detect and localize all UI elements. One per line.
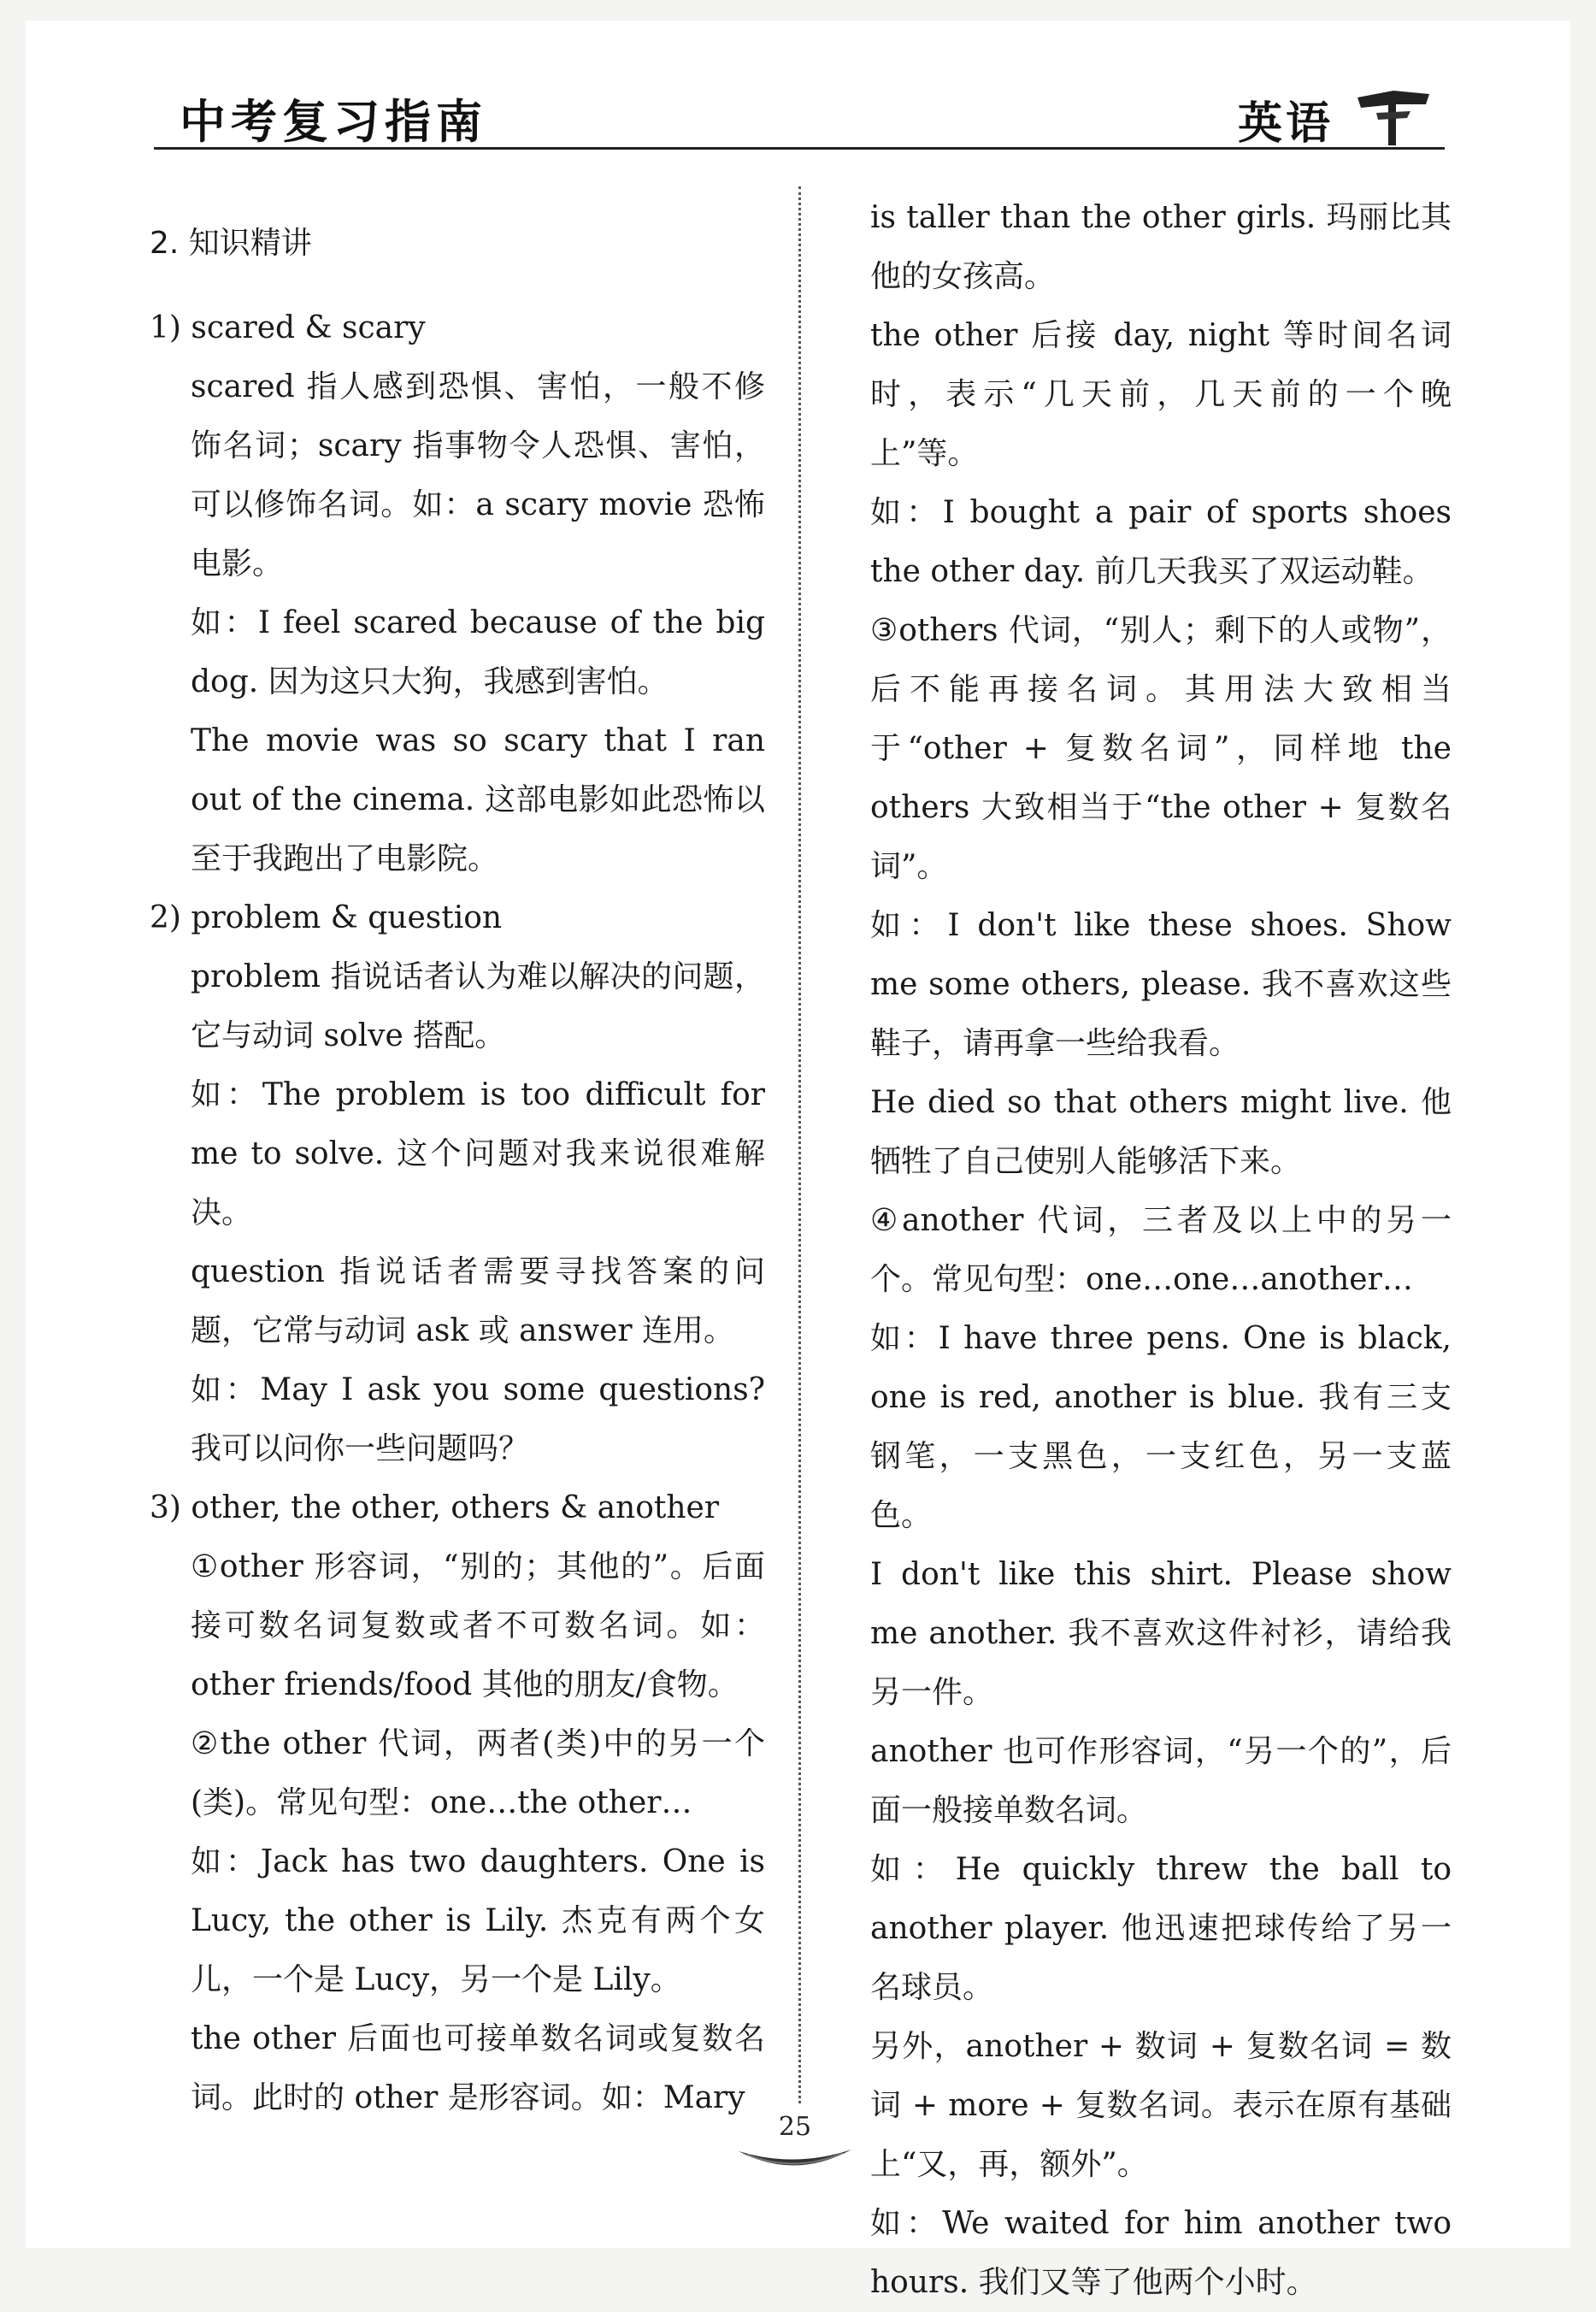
paragraph: ④another 代词，三者及以上中的另一个。常见句型：one…one…another…	[870, 1203, 1452, 1297]
subject-label: 英语	[1237, 98, 1334, 150]
paragraph: the other 后接 day, night 等时间名词时，表示“几天前，几天前的一个晚上”等。	[870, 318, 1452, 471]
header-rule	[154, 147, 1445, 150]
right-column	[870, 188, 1452, 2312]
paragraph: 另外，another + 数词 + 复数名词 = 数词 + more + 复数名词。表示在原有基础上“又，再，额外”。	[870, 2029, 1452, 2182]
page-header	[154, 86, 1445, 154]
paragraph: is taller than the other girls. 玛丽比其他的女孩高。	[870, 200, 1452, 294]
book-title: 中考复习指南	[180, 95, 487, 149]
paragraph: problem 指说话者认为难以解决的问题，它与动词 solve 搭配。	[191, 959, 765, 1053]
left-column	[150, 188, 765, 2127]
paragraph: scared 指人感到恐惧、害怕，一般不修饰名词；scary 指事物令人恐惧、害怕，可以修饰名词。如：a scary movie 恐怖电影。	[191, 369, 765, 581]
item-title-problem-question: 2) problem & question	[150, 900, 503, 935]
column-divider	[798, 186, 801, 2103]
example-paragraph: The movie was so scary that I ran out of the cinema. 这部电影如此恐怖以至于我跑出了电影院。	[191, 723, 765, 876]
example-paragraph: 如：The problem is too difficult for me to solve. 这个问题对我来说很难解决。	[191, 1077, 765, 1230]
section-heading: 2. 知识精讲	[150, 226, 312, 261]
paragraph: another 也可作形容词，“另一个的”，后面一般接单数名词。	[870, 1734, 1452, 1828]
example-paragraph: He died so that others might live. 他牺牲了自己使别人能够活下来。	[870, 1085, 1452, 1179]
item-title-scared-scary: 1) scared & scary	[150, 310, 426, 345]
example-paragraph: I don't like this shirt. Please show me another. 我不喜欢这件衬衫，请给我另一件。	[870, 1557, 1452, 1710]
example-paragraph: 如：May I ask you some questions? 我可以问你一些问题吗？	[191, 1372, 765, 1466]
paragraph: question 指说话者需要寻找答案的问题，它常与动词 ask 或 answer 连用。	[191, 1254, 765, 1348]
paragraph: ③others 代词，“别人；剩下的人或物”，后不能再接名词。其用法大致相当于“other + 复数名词”，同样地 the others 大致相当于“the other + 复数名词”。	[870, 613, 1452, 884]
example-paragraph: 如：I feel scared because of the big dog. 因为这只大狗，我感到害怕。	[191, 605, 765, 699]
paragraph: ②the other 代词，两者(类)中的另一个(类)。常见句型：one…the other…	[191, 1726, 765, 1820]
example-paragraph: 如：He quickly threw the ball to another player. 他迅速把球传给了另一名球员。	[870, 1852, 1452, 2005]
example-paragraph: 如：I bought a pair of sports shoes the other day. 前几天我买了双运动鞋。	[870, 495, 1452, 589]
page-footer	[727, 2112, 863, 2172]
example-paragraph: 如：I have three pens. One is black, one is red, another is blue. 我有三支钢笔，一支黑色，一支红色，另一支蓝色。	[870, 1321, 1452, 1533]
swoosh-ornament-icon	[735, 2143, 855, 2173]
signpost-icon	[1351, 79, 1436, 147]
example-paragraph: 如：I don't like these shoes. Show me some others, please. 我不喜欢这些鞋子，请再拿一些给我看。	[870, 908, 1452, 1061]
paragraph: the other 后面也可接单数名词或复数名词。此时的 other 是形容词。如：Mary	[191, 2021, 765, 2115]
paragraph: ①other 形容词，“别的；其他的”。后面接可数名词复数或者不可数名词。如：other friends/food 其他的朋友/食物。	[191, 1549, 765, 1702]
item-title-other-another: 3) other, the other, others & another	[150, 1490, 720, 1525]
page-number: 25	[778, 2112, 812, 2142]
example-paragraph: 如：Jack has two daughters. One is Lucy, the other is Lily. 杰克有两个女儿，一个是 Lucy，另一个是 Lily。	[191, 1844, 765, 1997]
example-paragraph: 如：We waited for him another two hours. 我们又等了他两个小时。	[870, 2206, 1452, 2300]
